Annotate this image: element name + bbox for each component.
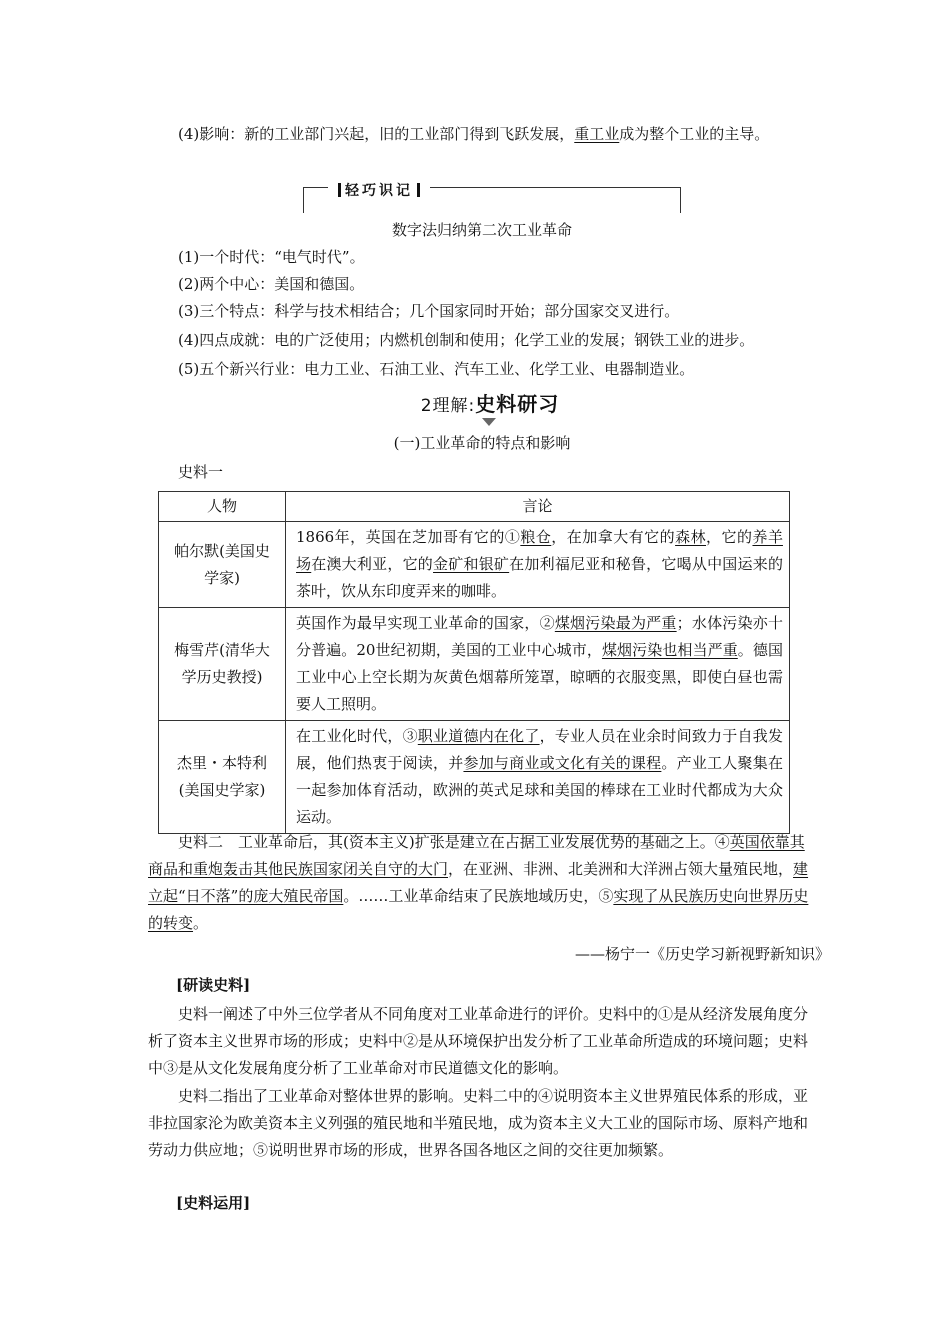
table-row (159, 721, 790, 834)
memory-tip-header (303, 180, 681, 212)
tip-item-2: (2)两个中心：美国和德国。 (178, 275, 365, 293)
speech-cell: 英国作为最早实现工业革命的国家，②煤烟污染最为严重；水体污染亦十分普遍。20世纪初期，美国的工业中心城市，煤烟污染也相当严重。德国工业中心上空长期为灰黄色烟幕所笼罩，晾晒的衣服变黑，即使白昼也需要人工照明。 (286, 608, 790, 721)
table-row (159, 522, 790, 608)
col-person: 人物 (159, 492, 286, 522)
table-row (159, 608, 790, 721)
tip-item-5: (5)五个新兴行业：电力工业、石油工业、汽车工业、化学工业、电器制造业。 (178, 360, 695, 378)
speech-cell: 在工业化时代，③职业道德内在化了，专业人员在业余时间致力于自我发展，他们热衷于阅读，并参加与商业或文化有关的课程。产业工人聚集在一起参加体育活动，欧洲的英式足球和美国的棒球在工业时代都成为大众运动。 (286, 721, 790, 834)
person-cell: 帕尔默(美国史学家) (159, 522, 286, 608)
tip-title: 数字法归纳第二次工业革命 (391, 221, 572, 239)
source1-label: 史料一 (178, 463, 224, 481)
influence-paragraph: (4)影响：新的工业部门兴起，旧的工业部门得到飞跃发展，重工业成为整个工业的主导。 (178, 125, 770, 143)
table-header-row (159, 492, 790, 522)
col-speech: 言论 (286, 492, 790, 522)
memory-tip-label: 轻巧识记 (328, 180, 430, 200)
section-banner: 2理解:史料研习 (420, 392, 560, 416)
source2-paragraph: 史料二 工业革命后，其(资本主义)扩张是建立在占据工业发展优势的基础之上。④英国依靠其商品和重炮轰击其他民族国家闭关自守的大门，在亚洲、非洲、北美洲和大洋洲占领大量殖民地，建立起“日不落”的庞大殖民帝国。……工业革命结束了民族地域历史，⑤实现了从民族历史向世界历史的转变。 (148, 833, 809, 932)
tip-item-3: (3)三个特点：科学与技术相结合；几个国家同时开始；部分国家交叉进行。 (178, 302, 680, 320)
study-paragraph-2: 史料二指出了工业革命对整体世界的影响。史料二中的④说明资本主义世界殖民体系的形成，亚非拉国家沦为欧美资本主义列强的殖民地和半殖民地，成为资本主义大工业的国际市场、原料产地和劳动力供应地；⑤说明世界市场的形成，世界各国各地区之间的交往更加频繁。 (148, 1087, 809, 1159)
section-subtitle: (一)工业革命的特点和影响 (393, 434, 571, 452)
person-cell: 梅雪芹(清华大学历史教授) (159, 608, 286, 721)
banner-arrow-icon (482, 418, 496, 426)
tip-item-1: (1)一个时代：“电气时代”。 (178, 248, 365, 266)
citation: ——杨宁一《历史学习新视野新知识》 (574, 945, 830, 963)
tip-item-4: (4)四点成就：电的广泛使用；内燃机创制和使用；化学工业的发展；钢铁工业的进步。 (178, 331, 755, 349)
study-paragraph-1: 史料一阐述了中外三位学者从不同角度对工业革命进行的评价。史料中的①是从经济发展角度分析了资本主义世界市场的形成；史料中②是从环境保护出发分析了工业革命所造成的环境问题；史料中③是从文化发展角度分析了工业革命对市民道德文化的影响。 (148, 1005, 809, 1077)
source1-table (158, 491, 790, 834)
study-heading: [研读史料] (176, 976, 251, 994)
person-cell: 杰里・本特利(美国史学家) (159, 721, 286, 834)
speech-cell: 1866年，英国在芝加哥有它的①粮仓，在加拿大有它的森林，它的养羊场在澳大利亚，它的金矿和银矿在加利福尼亚和秘鲁，它喝从中国运来的茶叶，饮从东印度弄来的咖啡。 (286, 522, 790, 608)
apply-heading: [史料运用] (176, 1194, 251, 1212)
